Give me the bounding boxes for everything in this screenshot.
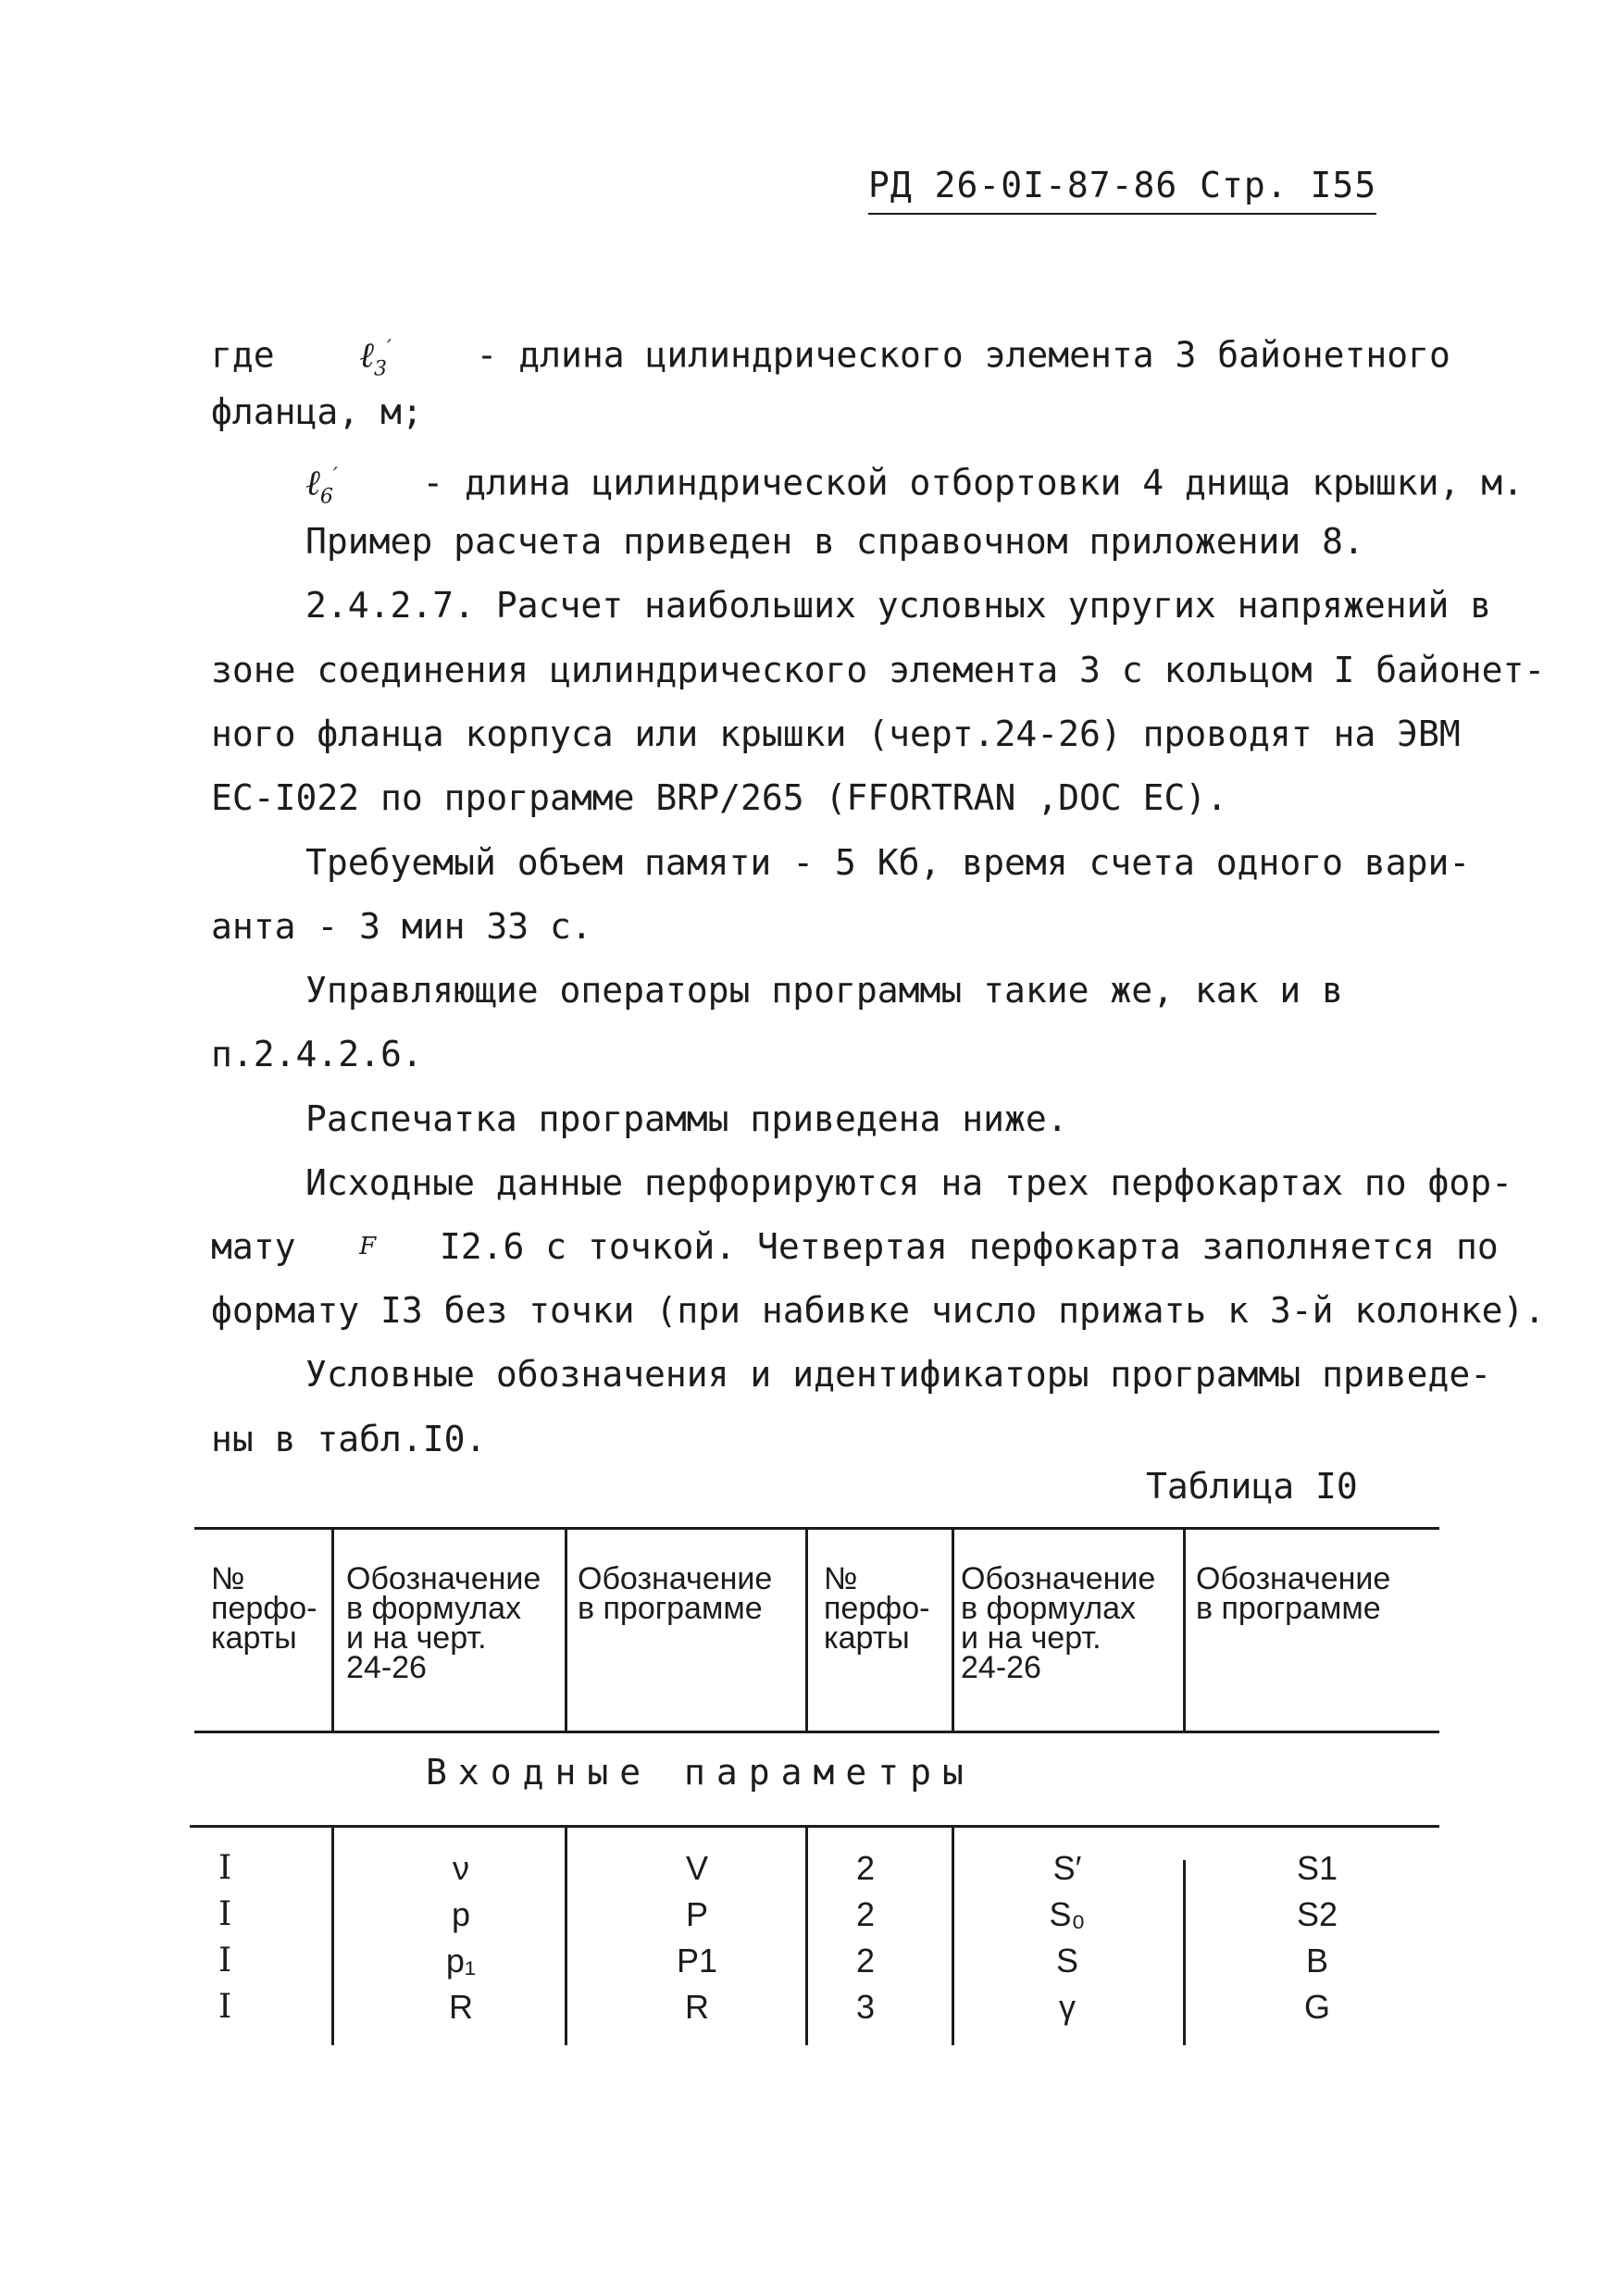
header-col-sep-2 [565, 1529, 567, 1731]
row4-formula-2: γ [1059, 1988, 1076, 2026]
format-word: мату [211, 1226, 296, 1267]
symbol-l3-prime: ′ [386, 337, 392, 360]
data-col-sep-1 [331, 1828, 334, 2045]
body-line-6: зоне соединения цилиндрического элемента 3 с кольцом I байонет- [211, 650, 1546, 690]
page-header: РД 26-0I-87-86 Стр. I55 [868, 165, 1376, 215]
body-line-10: анта - 3 мин 33 с. [211, 906, 592, 947]
body-line-4: Пример расчета приведен в справочном приложении 8. [305, 521, 1364, 562]
body-line-16: формату I3 без точки (при набивке число прижать к 3-й колонке). [211, 1290, 1546, 1331]
symbol-l3 [359, 329, 392, 390]
data-col-sep-2 [565, 1828, 567, 2045]
body-line-8: ЕС-I022 по программе BRP/265 (FFORTRAN ,DOC ЕС). [211, 777, 1228, 818]
row1-formula-2: S′ [1052, 1849, 1082, 1887]
table-header-bottom-rule [194, 1731, 1439, 1733]
row1-card: I [218, 1849, 232, 1887]
col-header-program-1: Обозначение в программе [578, 1561, 773, 1626]
symbol-l6 [305, 456, 338, 517]
row3-formula: p₁ [445, 1942, 477, 1980]
body-line-9: Требуемый объем памяти - 5 Кб, время счета одного вари- [305, 842, 1471, 883]
row2-card-2: 2 [855, 1895, 876, 1933]
col-header-formula-1: Обозначение в формулах и на черт. 24-26 [346, 1561, 541, 1685]
body-line-18: ны в табл.I0. [211, 1419, 487, 1459]
row2-program-2: S2 [1296, 1895, 1338, 1933]
row1-formula: ν [453, 1849, 469, 1887]
row4-card-2: 3 [855, 1988, 876, 2026]
body-line-14: Исходные данные перфорируются на трех перфокартах по фор- [305, 1162, 1513, 1203]
body-line-1 [211, 329, 1450, 390]
header-col-sep-5 [1183, 1529, 1186, 1731]
body-line-7: ного фланца корпуса или крышки (черт.24-26) проводят на ЭВМ [211, 714, 1461, 754]
col-header-card-no-1: № перфо- карты [211, 1561, 317, 1656]
row4-card: I [218, 1988, 232, 2026]
row1-card-2: 2 [855, 1849, 876, 1887]
row3-card-2: 2 [855, 1942, 876, 1980]
body-line-15-text: I2.6 с точкой. Четвертая перфокарта заполняется по [439, 1226, 1499, 1267]
body-line-2: фланца, м; [211, 391, 423, 432]
row3-program-2: B [1305, 1942, 1328, 1980]
body-line-12: п.2.4.2.6. [211, 1034, 423, 1074]
row2-program: P [685, 1895, 708, 1933]
table-top-rule [194, 1527, 1439, 1530]
body-line-13: Распечатка программы приведена ниже. [305, 1098, 1068, 1139]
body-line-3 [305, 456, 1524, 517]
table-caption: Таблица I0 [1146, 1466, 1358, 1507]
row3-program: P1 [676, 1942, 718, 1980]
col-header-card-no-2: № перфо- карты [824, 1561, 930, 1656]
col-header-program-2: Обозначение в программе [1196, 1561, 1391, 1626]
body-line-3-text: - длина цилиндрической отбортовки 4 днища крышки, м. [422, 462, 1524, 503]
where-word: где [211, 334, 275, 376]
header-col-sep-3 [805, 1529, 808, 1731]
row4-program-2: G [1303, 1988, 1330, 2026]
row3-formula-2: S [1055, 1942, 1078, 1980]
body-line-5: 2.4.2.7. Расчет наибольших условных упругих напряжений в [305, 585, 1492, 626]
symbol-l6-base: ℓ [305, 462, 320, 503]
header-col-sep-4 [952, 1529, 954, 1731]
row2-formula: p [451, 1895, 471, 1933]
symbol-l3-sub: 3 [373, 357, 387, 381]
format-letter-f: F [359, 1233, 377, 1260]
section-title: Входные параметры [426, 1752, 975, 1793]
row1-program-2: S1 [1296, 1849, 1338, 1887]
section-bottom-rule [190, 1825, 1439, 1828]
row4-formula: R [449, 1988, 473, 2026]
row3-card: I [218, 1942, 232, 1980]
col-header-formula-2: Обозначение в формулах и на черт. 24-26 [961, 1561, 1156, 1685]
symbol-l6-prime: ′ [332, 465, 338, 488]
row2-formula-2: S₀ [1049, 1895, 1086, 1933]
symbol-l6-sub: 6 [319, 485, 333, 509]
data-col-sep-5 [1183, 1860, 1186, 2045]
body-line-15 [211, 1226, 1499, 1267]
row4-program: R [685, 1988, 709, 2026]
row1-program: V [685, 1849, 708, 1887]
data-col-sep-4 [952, 1828, 954, 2045]
header-col-sep-1 [331, 1529, 334, 1731]
body-line-11: Управляющие операторы программы такие же, как и в [305, 970, 1344, 1011]
row2-card: I [218, 1895, 232, 1933]
body-line-1-text: - длина цилиндрического элемента 3 байонетного [476, 334, 1450, 376]
body-line-17: Условные обозначения и идентификаторы программы приведе- [305, 1354, 1492, 1395]
symbol-l3-base: ℓ [359, 334, 374, 376]
data-col-sep-3 [805, 1828, 808, 2045]
